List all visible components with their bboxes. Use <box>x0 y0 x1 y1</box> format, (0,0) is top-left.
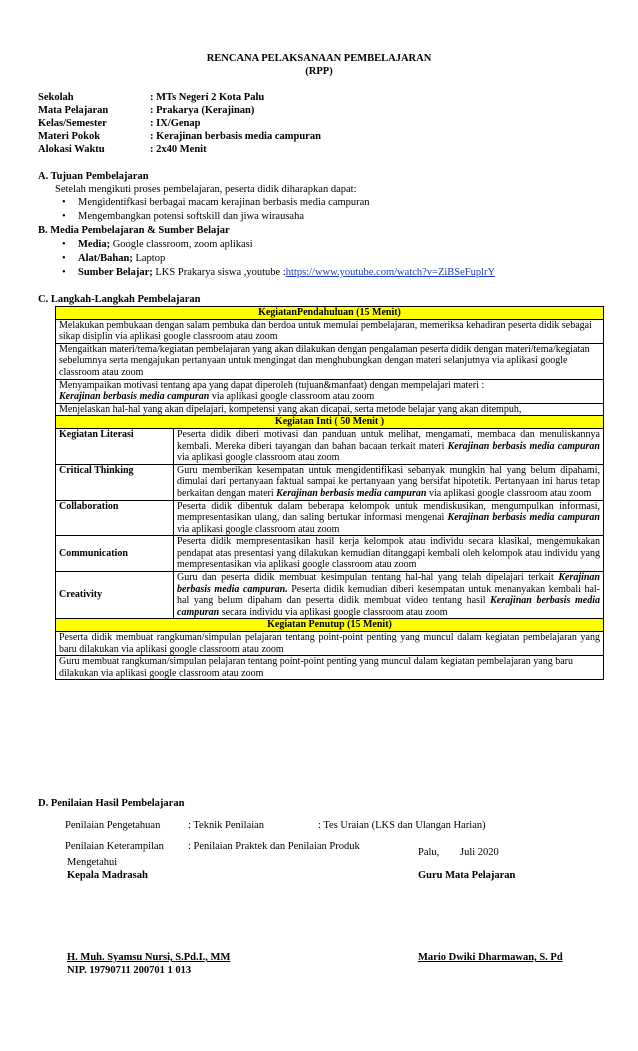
cell-emphasis: Kerajinan berbasis media campuran <box>59 391 210 403</box>
kepala-nip: NIP. 19790711 200701 1 013 <box>67 965 192 976</box>
cell-text: Guru dan peserta didik membuat kesimpulan tentang hal-hal yang telah dipelajari terkait <box>177 572 559 584</box>
section-d-heading: D. Penilaian Hasil Pembelajaran <box>38 798 185 809</box>
penutup-header: Kegiatan Penutup (15 Menit) <box>56 619 604 632</box>
identity-value: : MTs Negeri 2 Kota Palu <box>150 92 265 103</box>
alat-value: Laptop <box>132 253 166 264</box>
bullet-icon: • <box>62 267 66 278</box>
media-value: Google classroom, zoom aplikasi <box>110 239 253 250</box>
section-b-heading: B. Media Pembelajaran & Sumber Belajar <box>38 225 230 236</box>
table-cell <box>174 500 604 536</box>
cell-text: Peserta didik diberi motivasi dan panduan untuk melihat, mengamati, membaca dan menuliskannya kembali. Mereka diberi tayangan dan bahan bacaan terkait materi <box>177 428 600 452</box>
identity-value: : Prakarya (Kerajinan) <box>150 105 255 116</box>
list-item <box>78 266 495 279</box>
penilaian-pengetahuan-value: : Tes Uraian (LKS dan Ulangan Harian) <box>318 820 486 831</box>
identity-value: : 2x40 Menit <box>150 144 207 155</box>
cell-emphasis: Kerajinan berbasis media campuran <box>447 512 600 524</box>
guru-title: Guru Mata Pelajaran <box>418 870 516 881</box>
cell-emphasis: Kerajinan berbasis media campuran. <box>177 572 600 595</box>
cell-emphasis: Kerajinan berbasis media campuran <box>276 487 427 499</box>
sign-place: Palu, <box>418 847 440 858</box>
cell-text: Peserta didik kemudian diberi kesempatan untuk menanyakan kembali hal-hal yang belum dipaham dan peserta didik membuat video tentang hasil <box>177 583 600 607</box>
document-title: RENCANA PELAKSANAAN PEMBELAJARAN <box>206 53 432 64</box>
kepala-title: Kepala Madrasah <box>67 870 148 881</box>
penilaian-pengetahuan-label: Penilaian Pengetahuan <box>65 820 161 831</box>
table-cell <box>174 464 604 500</box>
list-item <box>78 238 253 251</box>
bullet-icon: • <box>62 253 66 264</box>
cell-text: via aplikasi google classroom atau zoom <box>177 452 340 464</box>
sumber-value: LKS Prakarya siswa ,youtube : <box>152 267 286 278</box>
penilaian-keterampilan-value: : Penilaian Praktek dan Penilaian Produk <box>188 841 360 852</box>
sumber-label: Sumber Belajar; <box>78 267 153 278</box>
table-row <box>56 379 604 403</box>
pendahuluan-header: KegiatanPendahuluan (15 Menit) <box>56 307 604 320</box>
list-item: Mengembangkan potensi softskill dan jiwa wirausaha <box>78 211 304 222</box>
mengetahui-text: Mengetahui <box>67 857 118 868</box>
identity-label: Kelas/Semester <box>38 118 107 129</box>
row-label: Communication <box>56 536 174 572</box>
cell-text: via aplikasi google classroom atau zoom <box>177 523 340 535</box>
identity-value: : Kerajinan berbasis media campuran <box>150 131 321 142</box>
inti-header: Kegiatan Inti ( 50 Menit ) <box>56 416 604 429</box>
table-row: Guru membuat rangkuman/simpulan pelajaran tentang point-point penting yang muncul dalam kegiatan pembelajaran yang baru dilakukan via aplikasi google classroom atau zoom <box>56 656 604 680</box>
table-cell: Peserta didik mempresentasikan hasil kerja kelompok atau individu secara klasikal, mengemukakan pendapat atas presentasi yang dilakukan kemudian ditanggapi kembali oleh kelompok atau individu yang mempresentasikan via aplikasi google classroom atau zoom <box>174 536 604 572</box>
row-label: Creativity <box>56 572 174 619</box>
table-cell <box>174 572 604 619</box>
row-label: Collaboration <box>56 500 174 536</box>
section-a-intro: Setelah mengikuti proses pembelajaran, peserta didik diharapkan dapat: <box>55 184 357 195</box>
cell-text: secara individu via aplikasi google classroom atau zoom <box>219 606 448 618</box>
identity-label: Mata Pelajaran <box>38 105 109 116</box>
cell-text: Guru memberikan kesempatan untuk mengidentifikasi sebanyak mungkin hal yang belum dipahami, dimulai dari pertanyaan faktual sampai ke pertanyaan yang bersifat hipotetik. Pertanyaan ini harus tetap berkaitan dengan materi <box>177 464 600 499</box>
cell-text: via aplikasi google classroom atau zoom <box>426 487 592 499</box>
identity-value: : IX/Genap <box>150 118 201 129</box>
row-label: Kegiatan Literasi <box>56 428 174 464</box>
teknik-penilaian: : Teknik Penilaian <box>188 820 265 831</box>
table-cell <box>174 428 604 464</box>
bullet-icon: • <box>62 197 66 208</box>
cell-text: Peserta didik dibentuk dalam beberapa kelompok untuk mendiskusikan, mengumpulkan informasi, mempresentasikan ulang, dan saling bertukar informasi mengenai <box>177 500 600 524</box>
list-item <box>78 252 165 265</box>
row-label: Critical Thinking <box>56 464 174 500</box>
bullet-icon: • <box>62 211 66 222</box>
table-row: Melakukan pembukaan dengan salam pembuka dan berdoa untuk memulai pembelajaran, memeriksa kehadiran peserta didik sebagai sikap disiplin via aplikasi google classroom atau zoom <box>56 319 604 343</box>
document-subtitle: (RPP) <box>305 66 333 77</box>
list-item: Mengidentifkasi berbagai macam kerajinan berbasis media campuran <box>78 197 370 208</box>
sign-date: Juli 2020 <box>460 847 499 858</box>
bullet-icon: • <box>62 239 66 250</box>
section-c-heading: C. Langkah-Langkah Pembelajaran <box>38 294 201 305</box>
alat-label: Alat/Bahan; <box>78 253 133 264</box>
kepala-name: H. Muh. Syamsu Nursi, S.Pd.I., MM <box>67 952 231 963</box>
penilaian-keterampilan-label: Penilaian Keterampilan <box>65 841 164 852</box>
langkah-table <box>55 306 604 680</box>
guru-name: Mario Dwiki Dharmawan, S. Pd <box>418 952 563 963</box>
identity-label: Materi Pokok <box>38 131 101 142</box>
youtube-link[interactable]: https://www.youtube.com/watch?v=ZiBSeFuplrY <box>285 267 496 278</box>
media-label: Media; <box>78 239 111 250</box>
table-row: Mengaitkan materi/tema/kegiatan pembelajaran yang akan dilakukan dengan pengalaman peserta didik dengan materi/tema/kegiatan sebelumnya serta mengajukan pertanyaan untuk mengingat dan menghubungkan dengan materi selanjutnya via aplikasi google classroom atau zoom <box>56 343 604 379</box>
identity-label: Alokasi Waktu <box>38 144 105 155</box>
table-row: Peserta didik membuat rangkuman/simpulan pelajaran tentang point-point penting yang muncul dalam kegiatan pembelajaran yang baru dilakukan via aplikasi google classroom atau zoom <box>56 632 604 656</box>
cell-text: Menyampaikan motivasi tentang apa yang dapat diperoleh (tujuan&manfaat) dengan mempelajari materi : <box>59 379 485 391</box>
identity-label: Sekolah <box>38 92 74 103</box>
cell-emphasis: Kerajinan berbasis media campuran <box>177 595 600 618</box>
table-row: Menjelaskan hal-hal yang akan dipelajari, kompetensi yang akan dicapai, serta metode belajar yang akan ditempuh, <box>56 403 604 416</box>
cell-emphasis: Kerajinan berbasis media campuran <box>447 440 600 452</box>
section-a-heading: A. Tujuan Pembelajaran <box>38 171 149 182</box>
cell-text: via aplikasi google classroom atau zoom <box>209 391 375 403</box>
